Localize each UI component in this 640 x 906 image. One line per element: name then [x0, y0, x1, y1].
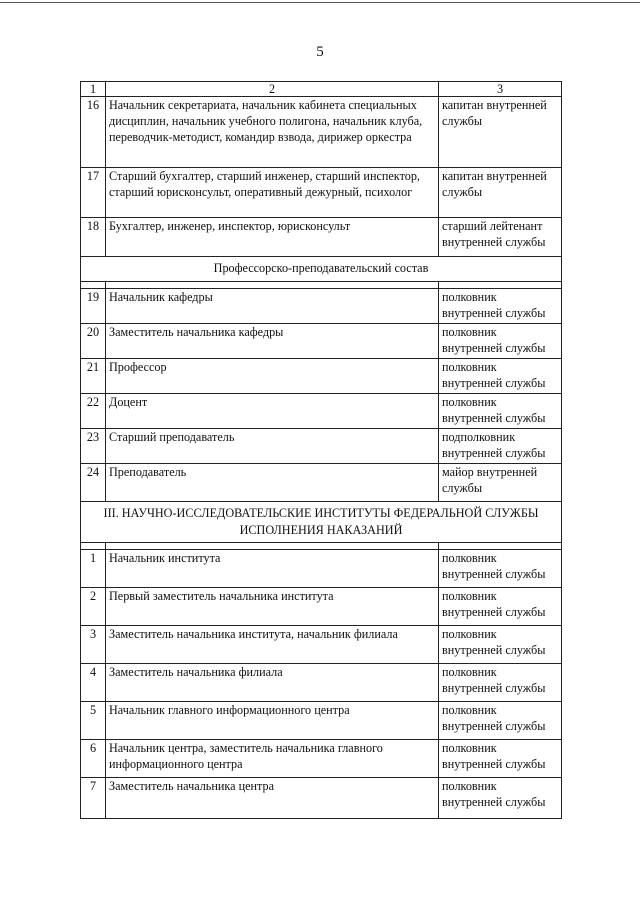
position-title: Преподаватель [106, 464, 439, 502]
table-row [81, 550, 562, 588]
table-row [81, 289, 562, 324]
rank-title: полковник внутренней службы [439, 740, 562, 778]
section-heading-row [81, 502, 562, 543]
position-title: Первый заместитель начальника института [106, 588, 439, 626]
rank-title: полковник внутренней службы [439, 702, 562, 740]
row-number: 19 [81, 289, 106, 324]
position-title: Заместитель начальника кафедры [106, 324, 439, 359]
row-number: 2 [81, 588, 106, 626]
column-number-3: 3 [439, 82, 562, 97]
table-row [81, 429, 562, 464]
row-number: 20 [81, 324, 106, 359]
positions-table [80, 81, 562, 819]
section-heading-row [81, 257, 562, 282]
page-number: 5 [316, 44, 324, 60]
column-number-1: 1 [81, 82, 106, 97]
rank-title: старший лейтенант внутренней службы [439, 218, 562, 257]
rank-title: полковник внутренней службы [439, 289, 562, 324]
row-number: 4 [81, 664, 106, 702]
column-number-row [81, 82, 562, 97]
rank-title: полковник внутренней службы [439, 359, 562, 394]
position-title: Начальник института [106, 550, 439, 588]
table-row [81, 664, 562, 702]
table-row [81, 778, 562, 819]
rank-title: полковник внутренней службы [439, 394, 562, 429]
position-title: Профессор [106, 359, 439, 394]
row-number: 5 [81, 702, 106, 740]
row-number: 16 [81, 97, 106, 168]
position-title: Начальник главного информационного центра [106, 702, 439, 740]
row-number: 23 [81, 429, 106, 464]
position-title: Начальник кафедры [106, 289, 439, 324]
table-row [81, 588, 562, 626]
row-number: 22 [81, 394, 106, 429]
table-row [81, 324, 562, 359]
section-heading-faculty: Профессорско-преподавательский состав [81, 257, 562, 282]
rank-title: полковник внутренней службы [439, 664, 562, 702]
row-number: 3 [81, 626, 106, 664]
position-title: Бухгалтер, инженер, инспектор, юрисконсульт [106, 218, 439, 257]
table-row [81, 359, 562, 394]
rank-title: полковник внутренней службы [439, 550, 562, 588]
table-row [81, 464, 562, 502]
rank-title: полковник внутренней службы [439, 588, 562, 626]
position-title: Старший преподаватель [106, 429, 439, 464]
section-gap-row [81, 543, 562, 550]
table-row [81, 218, 562, 257]
row-number: 7 [81, 778, 106, 819]
rank-title: полковник внутренней службы [439, 626, 562, 664]
row-number: 1 [81, 550, 106, 588]
position-title: Заместитель начальника центра [106, 778, 439, 819]
section-gap-row [81, 282, 562, 289]
position-title: Старший бухгалтер, старший инженер, старший инспектор, старший юрисконсульт, оперативный дежурный, психолог [106, 168, 439, 218]
position-title: Начальник секретариата, начальник кабинета специальных дисциплин, начальник учебного полигона, начальник клуба, переводчик-методист, командир взвода, дирижер оркестра [106, 97, 439, 168]
table-row [81, 626, 562, 664]
position-title: Заместитель начальника института, начальник филиала [106, 626, 439, 664]
rank-title: полковник внутренней службы [439, 778, 562, 819]
position-title: Заместитель начальника филиала [106, 664, 439, 702]
table-row [81, 394, 562, 429]
row-number: 17 [81, 168, 106, 218]
section-heading-institutes: III. НАУЧНО-ИССЛЕДОВАТЕЛЬСКИЕ ИНСТИТУТЫ ФЕДЕРАЛЬНОЙ СЛУЖБЫ ИСПОЛНЕНИЯ НАКАЗАНИЙ [81, 502, 562, 543]
row-number: 6 [81, 740, 106, 778]
table-row [81, 168, 562, 218]
row-number: 18 [81, 218, 106, 257]
rank-title: капитан внутренней службы [439, 97, 562, 168]
rank-title: полковник внутренней службы [439, 324, 562, 359]
position-title: Начальник центра, заместитель начальника главного информационного центра [106, 740, 439, 778]
table-row [81, 97, 562, 168]
table-row [81, 702, 562, 740]
column-number-2: 2 [106, 82, 439, 97]
rank-title: майор внутренней службы [439, 464, 562, 502]
position-title: Доцент [106, 394, 439, 429]
row-number: 21 [81, 359, 106, 394]
rank-title: капитан внутренней службы [439, 168, 562, 218]
top-scan-rule [0, 2, 640, 3]
row-number: 24 [81, 464, 106, 502]
rank-title: подполковник внутренней службы [439, 429, 562, 464]
table-row [81, 740, 562, 778]
